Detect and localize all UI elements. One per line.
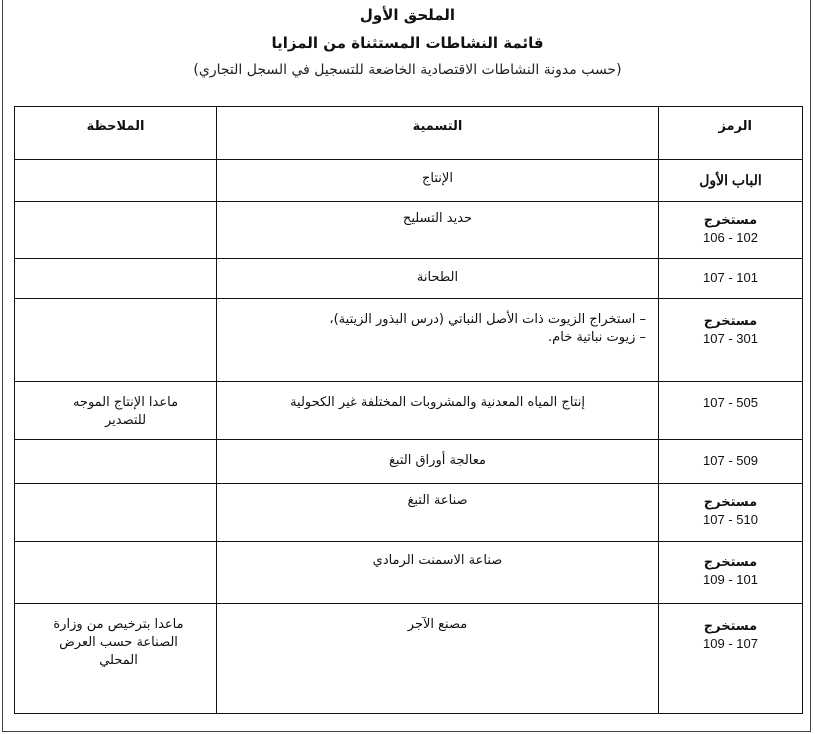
code-label: مستخرج — [703, 495, 758, 510]
code-label: مستخرج — [703, 314, 758, 329]
name-cell — [217, 299, 659, 382]
column-header-code: الرمز — [659, 107, 803, 160]
table-header-row — [15, 107, 803, 160]
code-cell — [659, 202, 803, 259]
code-number: 109 - 107 — [703, 636, 758, 651]
note-cell — [15, 484, 217, 542]
list-title: قائمة النشاطات المستثناة من المزايا — [271, 34, 544, 52]
table-row — [15, 440, 803, 484]
source-note: (حسب مدونة النشاطات الاقتصادية الخاضعة للتسجيل في السجل التجاري) — [193, 62, 622, 78]
name-line: – زيوت نباتية خام. — [548, 330, 646, 345]
code-cell — [659, 299, 803, 382]
table-row — [15, 382, 803, 440]
code-label: مستخرج — [703, 555, 758, 570]
name-cell: الإنتاج — [217, 160, 659, 202]
code-number: 109 - 101 — [703, 572, 758, 587]
code-number: 106 - 102 — [703, 230, 758, 245]
column-header-name: التسمية — [217, 107, 659, 160]
code-cell — [659, 160, 803, 202]
code-label: مستخرج — [703, 213, 758, 228]
note-cell: ماعدا بترخيص من وزارة الصناعة حسب العرض المحلي — [15, 604, 217, 714]
table-row — [15, 484, 803, 542]
table-row — [15, 299, 803, 382]
code-cell — [659, 259, 803, 299]
table-row — [15, 160, 803, 202]
table-row — [15, 259, 803, 299]
code-cell — [659, 604, 803, 714]
name-cell: صناعة الاسمنت الرمادي — [217, 542, 659, 604]
annex-title: الملحق الأول — [359, 6, 456, 24]
activities-table — [14, 106, 803, 714]
column-header-note: الملاحظة — [15, 107, 217, 160]
table-row — [15, 202, 803, 259]
name-line: – استخراج الزيوت ذات الأصل النباتي (درس البذور الزيتية)، — [329, 312, 646, 327]
code-label: الباب الأول — [699, 172, 762, 188]
table-row — [15, 604, 803, 714]
table-row — [15, 542, 803, 604]
code-label: مستخرج — [703, 619, 758, 634]
note-cell — [15, 160, 217, 202]
note-cell — [15, 202, 217, 259]
code-number: 107 - 101 — [703, 270, 758, 285]
note-cell — [15, 542, 217, 604]
code-number: 107 - 505 — [703, 395, 758, 410]
note-cell — [15, 299, 217, 382]
document-header — [0, 2, 815, 82]
name-cell: حديد التسليح — [217, 202, 659, 259]
note-cell — [15, 440, 217, 484]
name-cell: إنتاج المياه المعدنية والمشروبات المختلفة غير الكحولية — [217, 382, 659, 440]
code-number: 107 - 301 — [703, 331, 758, 346]
code-cell — [659, 542, 803, 604]
code-number: 107 - 509 — [703, 453, 758, 468]
name-cell: معالجة أوراق التبغ — [217, 440, 659, 484]
code-number: 107 - 510 — [703, 512, 758, 527]
note-cell: ماعدا الإنتاج الموجه للتصدير — [15, 382, 217, 440]
name-cell: مصنع الآجر — [217, 604, 659, 714]
code-cell — [659, 484, 803, 542]
code-cell — [659, 440, 803, 484]
name-cell: الطحانة — [217, 259, 659, 299]
note-cell — [15, 259, 217, 299]
name-cell: صناعة التبغ — [217, 484, 659, 542]
code-cell — [659, 382, 803, 440]
